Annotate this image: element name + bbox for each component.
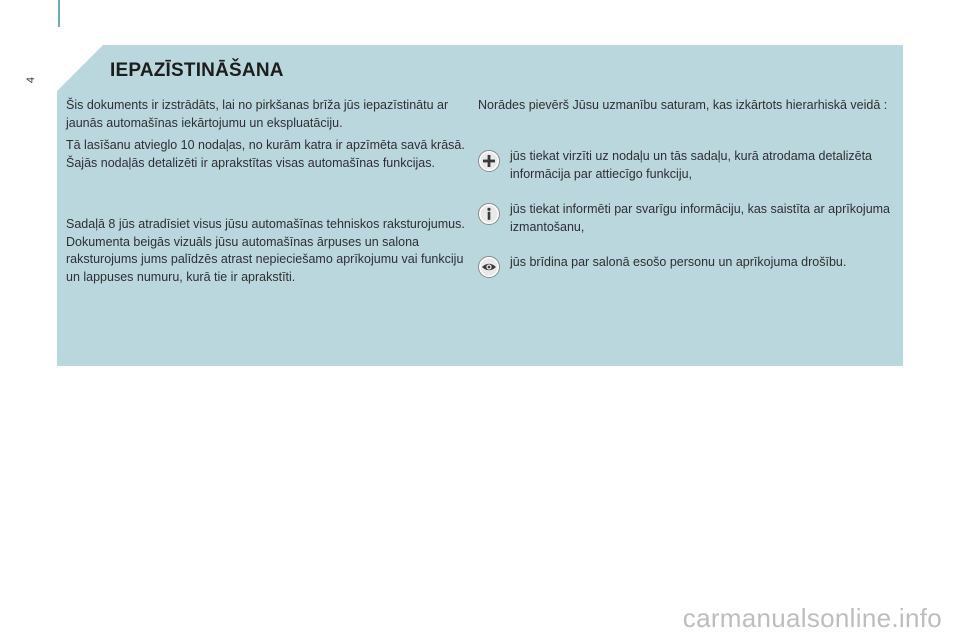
section-title: IEPAZĪSTINĀŠANA xyxy=(110,60,284,81)
plus-icon xyxy=(478,150,500,172)
chapter-accent-line xyxy=(58,0,60,27)
technical-paragraph: Sadaļā 8 jūs atradīsiet visus jūsu automašīnas tehniskos raksturojumus. Dokumenta beigās vizuāls jūsu automašīnas ārpuses un salona raksturojums jums palīdzēs atrast nepieciešamo aprīkojumu vai funkciju un lappuses numuru, kurā tie ir aprakstīti. xyxy=(66,217,465,284)
legend-item-eye xyxy=(478,254,898,278)
legend-text-plus: jūs tiekat virzīti uz nodaļu un tās sadaļu, kurā atrodama detalizēta informācija par attiecīgo funkciju, xyxy=(510,149,873,181)
right-column xyxy=(478,97,888,115)
legend-item-plus xyxy=(478,148,898,183)
watermark: carmanualsonline.info xyxy=(682,603,942,633)
intro-paragraph: Šis dokuments ir izstrādāts, lai no pirkšanas brīža jūs iepazīstinātu ar jaunās automašīnas iekārtojumu un ekspluatāciju. xyxy=(66,98,449,130)
chapters-paragraph: Tā lasīšanu atvieglo 10 nodaļas, no kurām katra ir apzīmēta savā krāsā. Šajās nodaļās detalizēti ir aprakstītas visas automašīnas funkcijas. xyxy=(66,138,465,170)
page-number: 4 xyxy=(25,76,38,84)
eye-icon xyxy=(478,256,500,278)
left-column xyxy=(66,97,466,291)
legend-item-info xyxy=(478,201,898,236)
info-icon xyxy=(478,203,500,225)
legend-intro: Norādes pievērš Jūsu uzmanību saturam, kas izkārtots hierarhiskā veidā : xyxy=(478,98,888,112)
legend-text-info: jūs tiekat informēti par svarīgu informāciju, kas saistīta ar aprīkojuma izmantošanu, xyxy=(510,202,891,234)
legend-text-eye: jūs brīdina par salonā esošo personu un aprīkojuma drošību. xyxy=(510,255,847,269)
